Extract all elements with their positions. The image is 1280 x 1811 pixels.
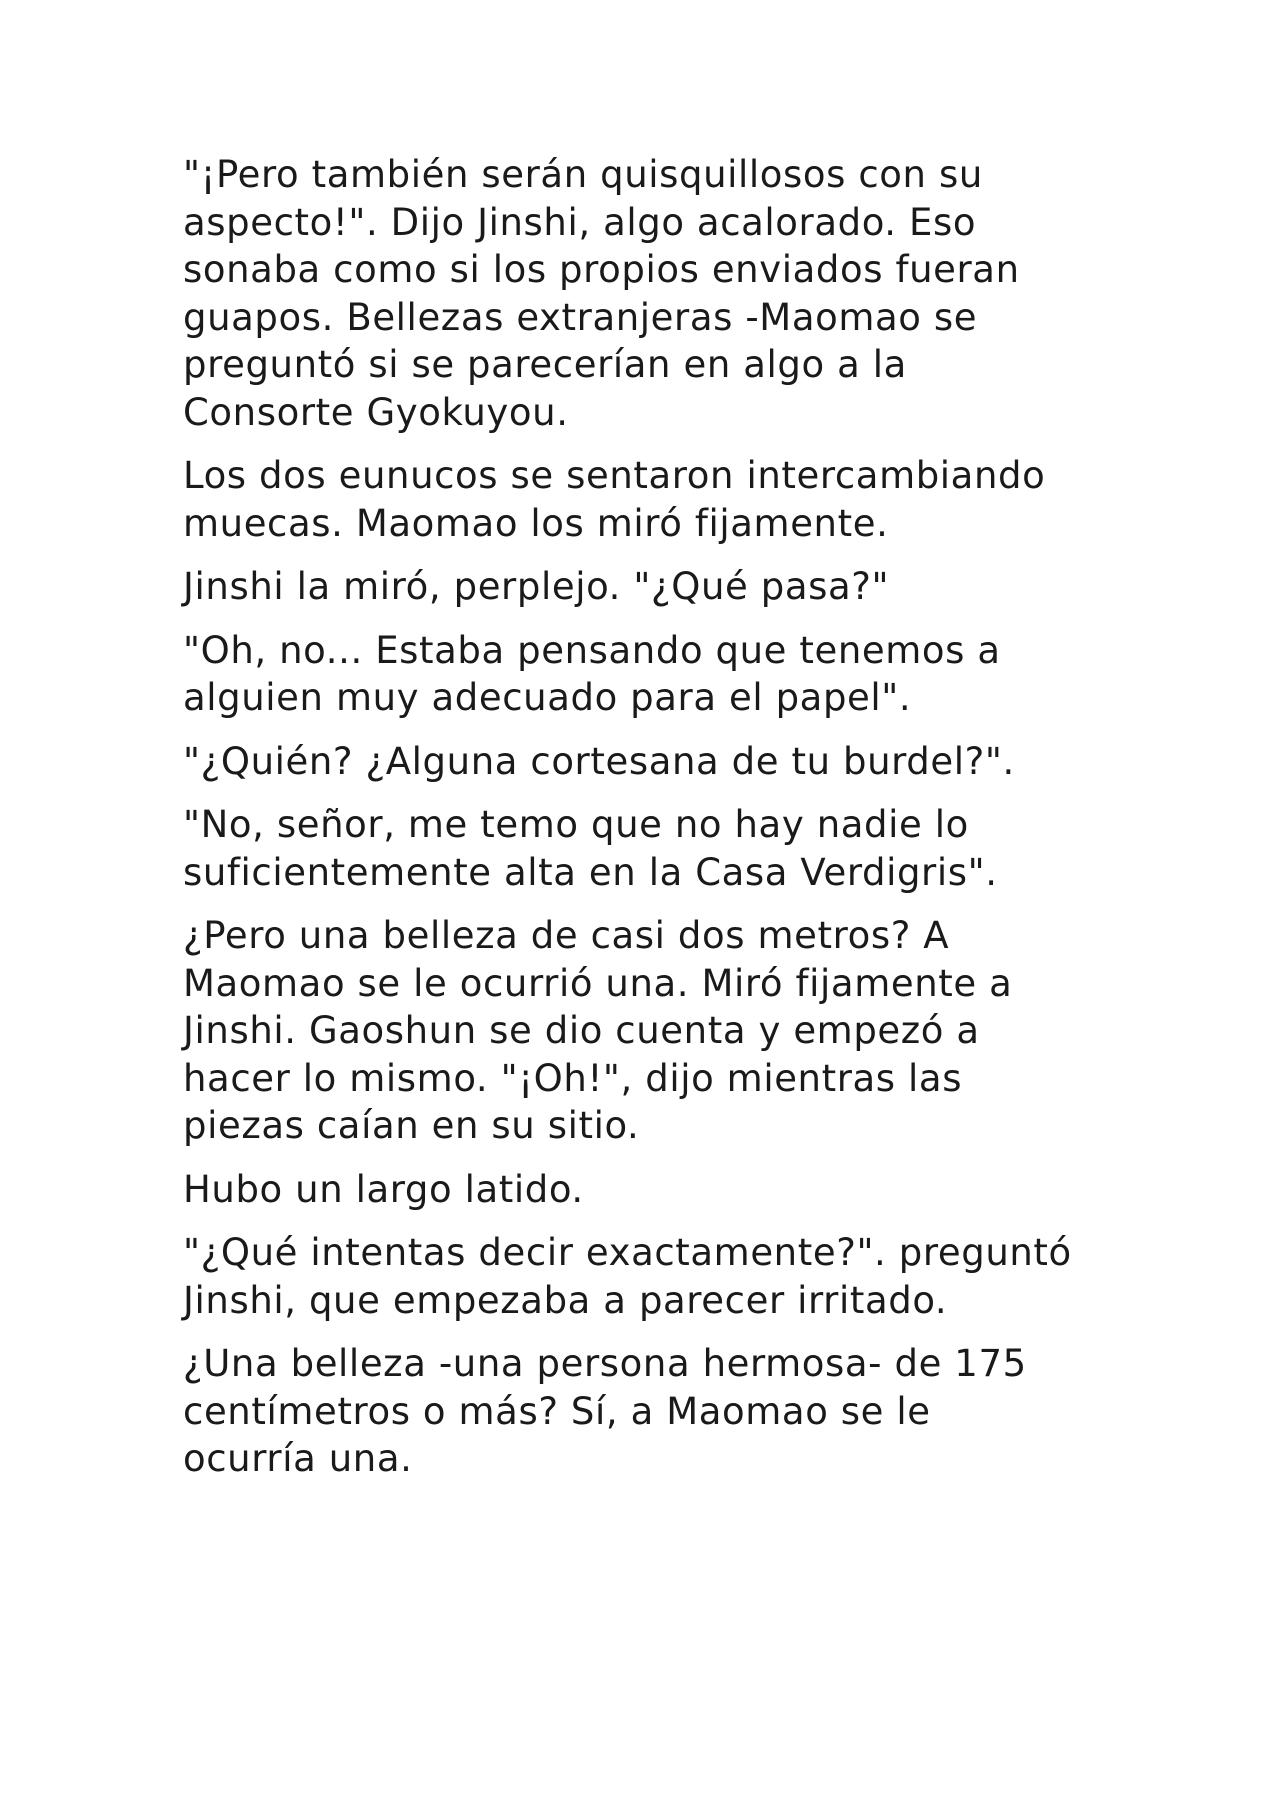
paragraph-8: Hubo un largo latido.	[183, 1167, 584, 1211]
paragraph-7: ¿Pero una belleza de casi dos metros? A Maomao se le ocurrió una. Miró fijamente a Jinshi. Gaoshun se dio cuenta y empezó a hacer lo mismo. "¡Oh!", dijo mientras las piezas caían en su sitio.	[183, 914, 1013, 1147]
paragraph-9: "¿Qué intentas decir exactamente?". preguntó Jinshi, que empezaba a parecer irritado.	[183, 1231, 1072, 1322]
body-text	[183, 151, 1113, 1499]
paragraph-10: ¿Una belleza -una persona hermosa- de 175 centímetros o más? Sí, a Maomao se le ocurría una.	[183, 1342, 1027, 1480]
paragraph-3: Jinshi la miró, perplejo. "¿Qué pasa?"	[183, 565, 890, 608]
paragraph-4: "Oh, no... Estaba pensando que tenemos a alguien muy adecuado para el papel".	[183, 628, 1001, 719]
paragraph-6: "No, señor, me temo que no hay nadie lo suficientemente alta en la Casa Verdigris".	[183, 803, 998, 894]
paragraph-2: Los dos eunucos se sentaron intercambiando muecas. Maomao los miró fijamente.	[183, 454, 1046, 545]
paragraph-1: "¡Pero también serán quisquillosos con su aspecto!". Dijo Jinshi, algo acalorado. Eso sonaba como si los propios enviados fueran guapos. Bellezas extranjeras -Maomao se preguntó si se parecerían en algo a la Consorte Gyokuyou.	[183, 153, 1020, 434]
paragraph-5: "¿Quién? ¿Alguna cortesana de tu burdel?".	[183, 739, 1015, 783]
